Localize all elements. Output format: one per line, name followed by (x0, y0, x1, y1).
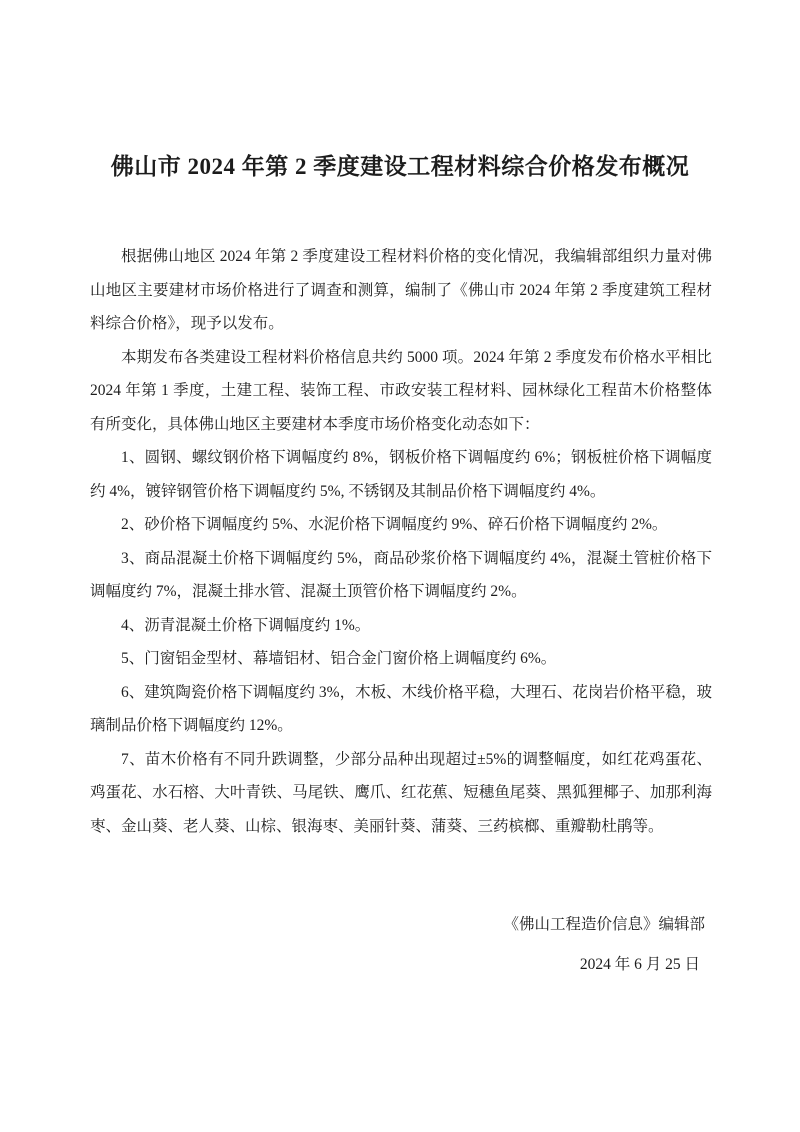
body-paragraph-summary: 本期发布各类建设工程材料价格信息共约 5000 项。2024 年第 2 季度发布价格水平相比 2024 年第 1 季度，土建工程、装饰工程、市政安装工程材料、园林绿化工程苗木价格整体有所变化，具体佛山地区主要建材本季度市场价格变化动态如下： (90, 348, 712, 433)
date-line: 2024 年 6 月 25 日 (579, 956, 700, 973)
body-paragraph-item-5: 5、门窗铝金型材、幕墙铝材、铝合金门窗价格上调幅度约 6%。 (121, 650, 557, 667)
signature-block (503, 905, 705, 985)
document-title: 佛山市 2024 年第 2 季度建设工程材料综合价格发布概况 (110, 154, 690, 179)
body-paragraph-item-7: 7、苗木价格有不同升跌调整，少部分品种出现超过±5%的调整幅度，如红花鸡蛋花、鸡蛋花、水石榕、大叶青铁、马尾铁、鹰爪、红花蕉、短穗鱼尾葵、黑狐狸椰子、加那利海枣、金山葵、老人葵、山棕、银海枣、美丽针葵、蒲葵、三药槟榔、重瓣勒杜鹃等。 (90, 750, 712, 835)
body-paragraph-item-3: 3、商品混凝土价格下调幅度约 5%，商品砂浆价格下调幅度约 4%，混凝土管桩价格下调幅度约 7%，混凝土排水管、混凝土顶管价格下调幅度约 2%。 (90, 549, 712, 600)
signature-line: 《佛山工程造价信息》编辑部 (503, 916, 705, 933)
body-paragraph-item-2: 2、砂价格下调幅度约 5%、水泥价格下调幅度约 9%、碎石价格下调幅度约 2%。 (121, 516, 668, 533)
body-paragraph-item-6: 6、建筑陶瓷价格下调幅度约 3%，木板、木线价格平稳，大理石、花岗岩价格平稳，玻璃制品价格下调幅度约 12%。 (90, 683, 712, 734)
body-paragraph-intro: 根据佛山地区 2024 年第 2 季度建设工程材料价格的变化情况，我编辑部组织力量对佛山地区主要建材市场价格进行了调查和测算，编制了《佛山市 2024 年第 2 季度建筑工程材料综合价格》，现予以发布。 (90, 248, 712, 332)
body-paragraph-item-1: 1、圆钢、螺纹钢价格下调幅度约 8%，钢板价格下调幅度约 6%；钢板桩价格下调幅度约 4%，镀锌钢管价格下调幅度约 5%, 不锈钢及其制品价格下调幅度约 4%。 (90, 449, 712, 500)
document-body (90, 240, 712, 843)
body-paragraph-item-4: 4、沥青混凝土价格下调幅度约 1%。 (121, 616, 371, 634)
